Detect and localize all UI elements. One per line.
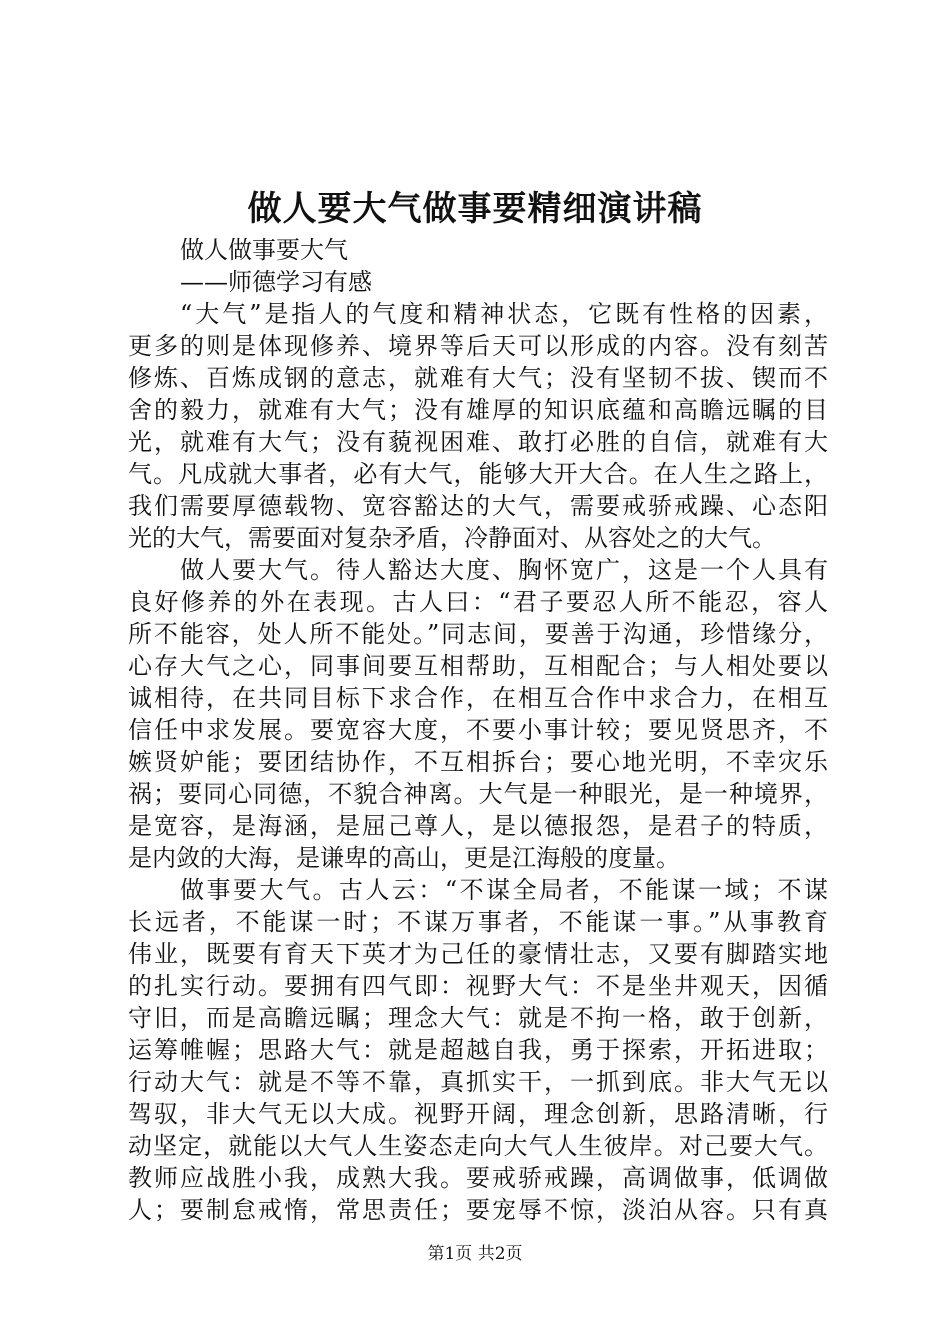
- body-line: 是宽容，是海涵，是屈己尊人，是以德报怨，是君子的特质，: [128, 812, 828, 840]
- body-line: 动坚定，就能以大气人生姿态走向大气人生彼岸。对己要大气。: [128, 1132, 828, 1160]
- body-line: 是内敛的大海，是谦卑的高山，更是江海般的度量。: [128, 844, 680, 872]
- body-line: 心存大气之心，同事间要互相帮助，互相配合；与人相处要以: [128, 652, 828, 680]
- body-line: 修炼、百炼成钢的意志，就难有大气；没有坚韧不拔、锲而不: [128, 364, 828, 392]
- body-line: 驾驭，非大气无以大成。视野开阔，理念创新，思路清晰，行: [128, 1100, 828, 1128]
- body-line: 所不能容，处人所不能处。”同志间，要善于沟通，珍惜缘分，: [128, 620, 828, 648]
- body-line: 长远者，不能谋一时；不谋万事者，不能谋一事。”从事教育: [128, 908, 828, 936]
- body-line: 教师应战胜小我，成熟大我。要戒骄戒躁，高调做事，低调做: [128, 1164, 828, 1192]
- body-line: 运筹帷幄；思路大气：就是超越自我，勇于探索，开拓进取；: [128, 1036, 828, 1064]
- body-line: 人；要制怠戒惰，常思责任；要宠辱不惊，淡泊从容。只有真: [128, 1196, 828, 1224]
- body-line: 做人要大气。待人豁达大度、胸怀宽广，这是一个人具有: [180, 556, 828, 584]
- document-body: [128, 298, 828, 1226]
- body-line: 嫉贤妒能；要团结协作，不互相拆台；要心地光明，不幸灾乐: [128, 748, 828, 776]
- body-line: 信任中求发展。要宽容大度，不要小事计较；要见贤思齐，不: [128, 716, 828, 744]
- body-line: 舍的毅力，就难有大气；没有雄厚的知识底蕴和高瞻远瞩的目: [128, 396, 828, 424]
- body-line: 光的大气，需要面对复杂矛盾，冷静面对、从容处之的大气。: [128, 524, 776, 552]
- body-line: 守旧，而是高瞻远瞩；理念大气：就是不拘一格，敢于创新，: [128, 1004, 828, 1032]
- document-subtitle: 做人做事要大气: [180, 236, 348, 264]
- body-line: 的扎实行动。要拥有四气即：视野大气：不是坐井观天，因循: [128, 972, 828, 1000]
- body-line: 光，就难有大气；没有藐视困难、敢打必胜的自信，就难有大: [128, 428, 828, 456]
- body-line: 伟业，既要有育天下英才为己任的豪情壮志，又要有脚踏实地: [128, 940, 828, 968]
- document-subtitle-2: ——师德学习有感: [180, 268, 372, 296]
- body-line: 气。凡成就大事者，必有大气，能够大开大合。在人生之路上，: [128, 460, 828, 488]
- body-line: 更多的则是体现修养、境界等后天可以形成的内容。没有刻苦: [128, 332, 828, 360]
- document-title: 做人要大气做事要精细演讲稿: [247, 189, 703, 229]
- body-line: “大气”是指人的气度和精神状态，它既有性格的因素，: [180, 300, 828, 328]
- body-line: 做事要大气。古人云：“不谋全局者，不能谋一域；不谋: [180, 876, 828, 904]
- page-footer: 第1页 共2页: [427, 1244, 523, 1264]
- body-line: 诚相待，在共同目标下求合作，在相互合作中求合力，在相互: [128, 684, 828, 712]
- body-line: 我们需要厚德载物、宽容豁达的大气，需要戒骄戒躁、心态阳: [128, 492, 828, 520]
- body-line: 祸；要同心同德，不貌合神离。大气是一种眼光，是一种境界，: [128, 780, 828, 808]
- body-line: 行动大气：就是不等不靠，真抓实干，一抓到底。非大气无以: [128, 1068, 828, 1096]
- body-line: 良好修养的外在表现。古人曰：“君子要忍人所不能忍，容人: [128, 588, 828, 616]
